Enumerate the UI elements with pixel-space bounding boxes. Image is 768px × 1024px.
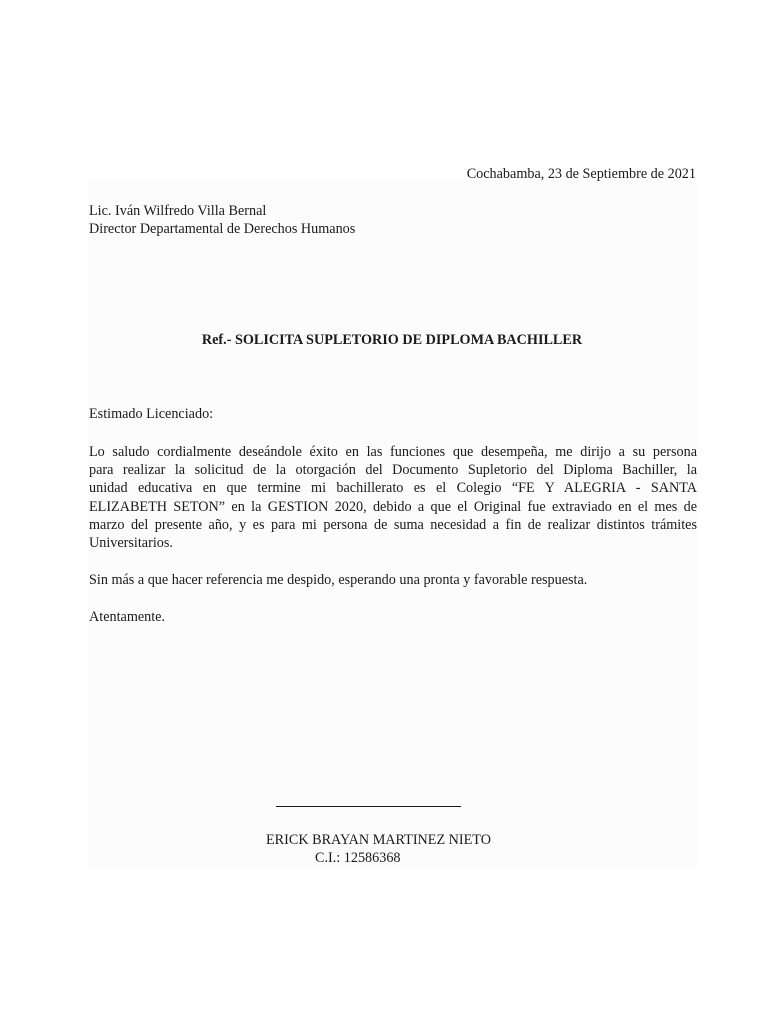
farewell: Atentamente. [89,609,166,625]
signer-name: ERICK BRAYAN MARTINEZ NIETO [266,832,491,848]
letter-date: Cochabamba, 23 de Septiembre de 2021 [466,166,696,182]
signer-ci: C.I.: 12586368 [315,850,401,866]
body-line: para realizar la solicitud de la otorgación del Documento Supletorio del Diploma Bachiller, la [89,462,697,479]
closing-sentence: Sin más a que hacer referencia me despido, esperando una pronta y favorable respuesta. [89,572,588,588]
recipient-title: Director Departamental de Derechos Humanos [89,221,356,237]
reference-line: Ref.- SOLICITA SUPLETORIO DE DIPLOMA BACHILLER [201,332,583,348]
body-line: Universitarios. [89,534,173,551]
greeting: Estimado Licenciado: [89,406,214,422]
body-paragraph [89,443,697,552]
body-line: marzo del presente año, y es para mi persona de suma necesidad a fin de realizar distintos trámites [89,516,697,533]
body-line: Lo saludo cordialmente deseándole éxito en las funciones que desempeña, me dirijo a su persona [89,444,697,460]
body-line: unidad educativa en que termine mi bachillerato es el Colegio “FE Y ALEGRIA - SANTA [89,480,697,497]
signature-line [276,806,461,807]
recipient-name: Lic. Iván Wilfredo Villa Bernal [89,203,267,219]
body-line: ELIZABETH SETON” en la GESTION 2020, debido a que el Original fue extraviado en el mes de [89,498,697,515]
recipient-block [89,202,355,238]
